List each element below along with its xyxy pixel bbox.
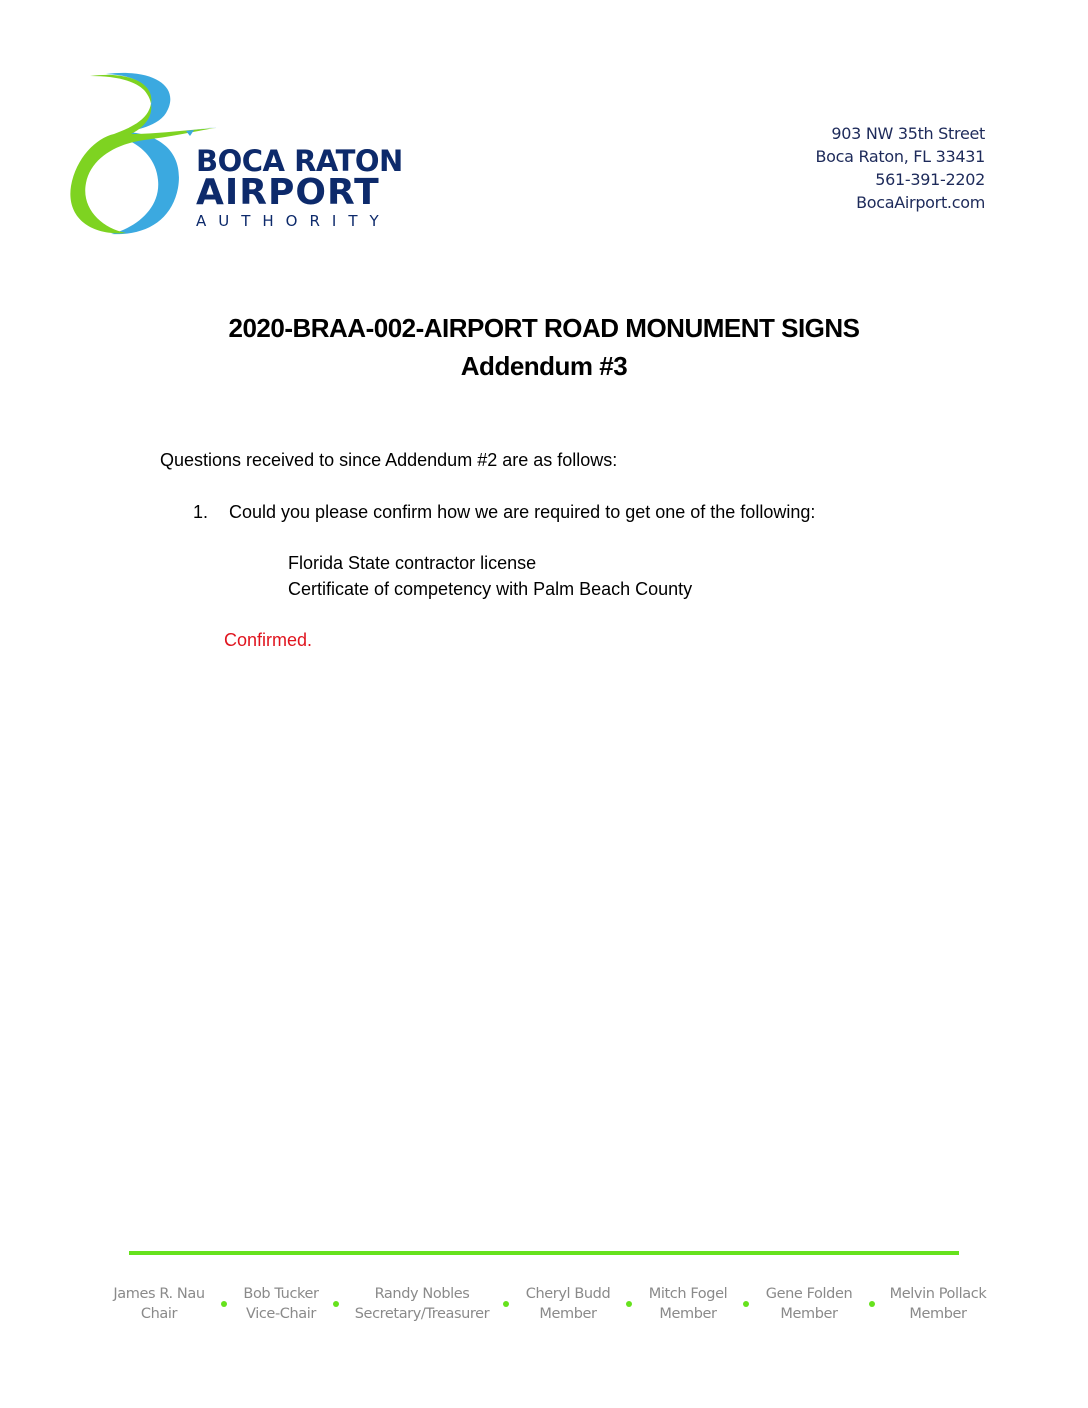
question-option: Florida State contractor license — [288, 553, 537, 573]
question-answer: Confirmed. — [224, 630, 313, 650]
address-block — [815, 122, 985, 214]
member-role: Secretary/Treasurer — [354, 1306, 490, 1322]
board-member — [355, 1284, 490, 1324]
separator-dot-icon — [743, 1301, 749, 1307]
board-member — [890, 1284, 987, 1324]
footer-divider — [129, 1251, 959, 1255]
question-number: 1. — [193, 502, 209, 522]
member-name: Bob Tucker — [243, 1286, 319, 1302]
separator-dot-icon — [626, 1301, 632, 1307]
address-website[interactable]: BocaAirport.com — [856, 193, 985, 212]
address-street: 903 NW 35th Street — [831, 124, 985, 143]
document-heading — [0, 309, 1088, 385]
board-members — [0, 1284, 1088, 1334]
logo-line-1: BOCA RATON — [196, 144, 403, 178]
intro-text: Questions received to since Addendum #2 are as follows: — [160, 450, 618, 470]
question-option: Certificate of competency with Palm Beach County — [288, 579, 693, 599]
separator-dot-icon — [221, 1301, 227, 1307]
document-title: 2020-BRAA-002-AIRPORT ROAD MONUMENT SIGNS — [228, 313, 860, 343]
separator-dot-icon — [333, 1301, 339, 1307]
board-member — [113, 1284, 204, 1324]
logo-line-3: AUTHORITY — [196, 212, 391, 230]
member-name: Melvin Pollack — [889, 1286, 987, 1302]
member-name: Mitch Fogel — [648, 1286, 728, 1302]
board-member — [526, 1284, 611, 1324]
board-member — [243, 1284, 318, 1324]
member-role: Chair — [140, 1306, 178, 1322]
logo — [66, 68, 403, 238]
member-name: James R. Nau — [113, 1286, 205, 1302]
question-text: Could you please confirm how we are required to get one of the following: — [229, 502, 816, 522]
board-member — [766, 1284, 853, 1324]
member-name: Gene Folden — [765, 1286, 853, 1302]
board-member — [649, 1284, 727, 1324]
separator-dot-icon — [503, 1301, 509, 1307]
document-subtitle: Addendum #3 — [460, 351, 628, 381]
member-role: Vice-Chair — [246, 1306, 316, 1322]
address-phone: 561-391-2202 — [875, 170, 985, 189]
address-city: Boca Raton, FL 33431 — [815, 147, 985, 166]
member-role: Member — [909, 1306, 967, 1322]
member-role: Member — [780, 1306, 838, 1322]
member-name: Randy Nobles — [374, 1286, 470, 1302]
member-name: Cheryl Budd — [525, 1286, 611, 1302]
member-role: Member — [659, 1306, 717, 1322]
separator-dot-icon — [869, 1301, 875, 1307]
logo-line-2: AIRPORT — [196, 172, 380, 213]
member-role: Member — [539, 1306, 597, 1322]
logo-b-swoosh-icon — [66, 68, 216, 238]
